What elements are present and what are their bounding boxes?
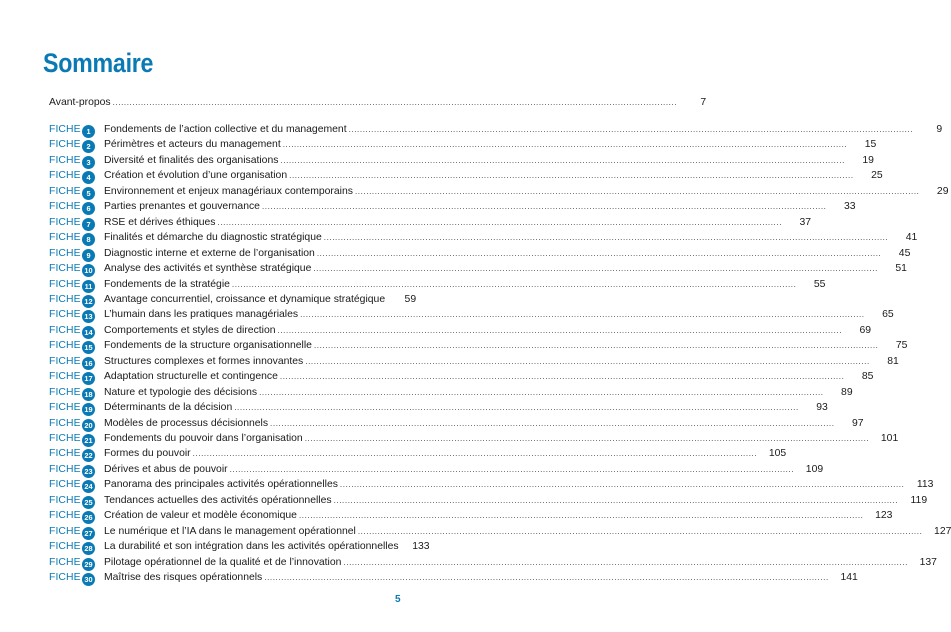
- fiche-number-badge: 5: [82, 187, 95, 200]
- fiche-number-badge: 3: [82, 156, 95, 169]
- fiche-number-badge: 11: [82, 280, 95, 293]
- toc-entry[interactable]: [49, 416, 864, 431]
- dot-leader: ........................................................................................................................................................................................................: [313, 341, 879, 351]
- toc-entry[interactable]: [49, 400, 828, 415]
- toc-entry[interactable]: [49, 493, 928, 508]
- dot-leader: ........................................................................................................................................................................................................: [357, 526, 923, 536]
- fiche-title: Nature et typologie des décisions: [104, 386, 258, 398]
- fiche-number-badge: 1: [82, 125, 95, 138]
- toc-entry[interactable]: [49, 508, 893, 523]
- fiche-number-badge: 12: [82, 295, 95, 308]
- fiche-title: Formes du pouvoir: [104, 448, 191, 460]
- fiche-title: Création de valeur et modèle économique: [104, 510, 297, 522]
- fiche-number-badge: 23: [82, 465, 95, 478]
- fiche-page: 65: [882, 309, 894, 321]
- fiche-label: FICHE: [49, 463, 81, 475]
- fiche-label: FICHE: [49, 448, 81, 460]
- fiche-title: Fondements de l’action collective et du management: [104, 124, 347, 135]
- dot-leader: ........................................................................................................................................................................................................: [289, 171, 854, 181]
- fiche-label: FICHE: [49, 170, 81, 182]
- dot-leader: ........................................................................................................................................................................................................: [282, 140, 848, 150]
- toc-entry[interactable]: [49, 137, 877, 152]
- avant-propos-label: Avant-propos: [49, 97, 111, 108]
- fiche-page: 81: [887, 355, 899, 367]
- fiche-label: FICHE: [49, 433, 81, 444]
- fiche-label: FICHE: [49, 124, 81, 135]
- dot-leader: ........................................................................................................................................................................................................: [270, 418, 835, 428]
- toc-entry[interactable]: [49, 307, 894, 322]
- fiche-page: 97: [852, 417, 864, 429]
- fiche-page: 29: [936, 185, 949, 197]
- fiche-number-badge: 4: [82, 171, 95, 184]
- fiche-page: 15: [864, 139, 877, 151]
- fiche-number-badge: 7: [82, 218, 95, 231]
- dot-leader: ........................................................................................................................................................................................................: [112, 98, 678, 107]
- dot-leader: ........................................................................................................................................................................................................: [280, 155, 845, 165]
- fiche-label: FICHE: [49, 263, 81, 275]
- toc-entry[interactable]: [49, 385, 853, 400]
- fiche-label: FICHE: [49, 402, 81, 414]
- fiche-label: FICHE: [49, 355, 81, 367]
- dot-leader: ........................................................................................................................................................................................................: [277, 325, 843, 335]
- fiche-title: Analyse des activités et synthèse stratégique: [104, 263, 312, 275]
- dot-leader: ........................................................................................................................................................................................................: [313, 264, 878, 274]
- fiche-title: Fondements de la stratégie: [104, 278, 230, 290]
- fiche-title: Périmètres et acteurs du management: [104, 139, 281, 151]
- toc-entry[interactable]: [49, 369, 874, 384]
- toc-entry[interactable]: [49, 570, 858, 585]
- fiche-page: 133: [412, 541, 430, 553]
- fiche-title: Maîtrise des risques opérationnels: [104, 572, 263, 584]
- fiche-title: Parties prenantes et gouvernance: [104, 201, 260, 213]
- toc-entry[interactable]: [49, 323, 872, 338]
- toc-entry[interactable]: [49, 446, 787, 461]
- fiche-label: FICHE: [49, 572, 81, 584]
- fiche-label: FICHE: [49, 371, 81, 383]
- toc-entry[interactable]: [49, 354, 899, 369]
- fiche-page: 69: [859, 324, 872, 336]
- fiche-page: 55: [813, 278, 826, 290]
- page-title: Sommaire: [43, 48, 154, 78]
- fiche-label: FICHE: [49, 324, 81, 336]
- fiche-page: 75: [895, 340, 908, 352]
- toc-entry[interactable]: [49, 215, 812, 230]
- fiche-page: 93: [816, 402, 828, 414]
- fiche-title: Structures complexes et formes innovantes: [104, 355, 304, 367]
- dot-leader: ........................................................................................................................................................................................................: [323, 233, 889, 243]
- dot-leader: ........................................................................................................................................................................................................: [339, 480, 905, 490]
- fiche-page: 59: [404, 293, 417, 305]
- dot-leader: ........................................................................................................................................................................................................: [305, 356, 870, 366]
- toc-entry[interactable]: [49, 524, 951, 539]
- fiche-number-badge: 27: [82, 527, 95, 540]
- fiche-page: 89: [841, 386, 853, 398]
- page-number: 5: [395, 594, 401, 605]
- fiche-number-badge: 15: [82, 341, 95, 354]
- fiche-number-badge: 26: [82, 511, 95, 524]
- fiche-title: Diagnostic interne et externe de l’organisation: [104, 247, 315, 259]
- toc-entry-avant-propos[interactable]: [49, 95, 707, 110]
- toc-entry[interactable]: [49, 431, 899, 446]
- fiche-page: 51: [895, 263, 907, 275]
- fiche-title: Déterminants de la décision: [104, 402, 233, 414]
- fiche-title: La durabilité et son intégration dans les activités opérationnelles: [104, 541, 399, 553]
- fiche-label: FICHE: [49, 232, 81, 244]
- dot-leader: ........................................................................................................................................................................................................: [298, 511, 864, 521]
- fiche-label: FICHE: [49, 417, 81, 429]
- dot-leader: ........................................................................................................................................................................................................: [217, 217, 783, 227]
- fiche-page: 113: [916, 479, 934, 491]
- fiche-label: FICHE: [49, 154, 81, 166]
- toc-entry[interactable]: [49, 462, 824, 477]
- toc-entry[interactable]: [49, 277, 826, 292]
- fiche-number-badge: 14: [82, 326, 95, 339]
- fiche-title: Fondements de la structure organisationnelle: [104, 340, 312, 352]
- fiche-number-badge: 2: [82, 140, 95, 153]
- fiche-page: 37: [799, 216, 812, 228]
- fiche-title: Création et évolution d’une organisation: [104, 170, 288, 182]
- toc-entry[interactable]: [49, 338, 908, 353]
- toc-entry[interactable]: [49, 122, 943, 137]
- dot-leader: ........................................................................................................................................................................................................: [234, 403, 799, 413]
- dot-leader: ........................................................................................................................................................................................................: [348, 125, 914, 134]
- fiche-label: FICHE: [49, 556, 81, 568]
- fiche-label: FICHE: [49, 201, 81, 213]
- fiche-title: Adaptation structurelle et contingence: [104, 371, 278, 383]
- fiche-label: FICHE: [49, 386, 81, 398]
- toc-entry[interactable]: [49, 292, 417, 307]
- toc-entry[interactable]: [49, 539, 430, 554]
- fiche-number-badge: 25: [82, 496, 95, 509]
- dot-leader: ........................................................................................................................................................................................................: [192, 449, 758, 459]
- dot-leader: ........................................................................................................................................................................................................: [264, 573, 829, 583]
- toc-entry[interactable]: [49, 168, 883, 183]
- fiche-page: 109: [805, 463, 824, 475]
- dot-leader: ........................................................................................................................................................................................................: [304, 434, 870, 443]
- fiche-number-badge: 9: [82, 249, 95, 262]
- dot-leader: ........................................................................................................................................................................................................: [354, 186, 920, 196]
- fiche-title: Le numérique et l’IA dans le management opérationnel: [104, 525, 356, 537]
- fiche-label: FICHE: [49, 494, 81, 506]
- fiche-label: FICHE: [49, 185, 81, 197]
- avant-propos-page: 7: [700, 97, 707, 108]
- fiche-page: 25: [871, 170, 883, 182]
- fiche-title: L’humain dans les pratiques managériales: [104, 309, 299, 321]
- fiche-number-badge: 18: [82, 388, 95, 401]
- fiche-number-badge: 21: [82, 434, 95, 447]
- dot-leader: ........................................................................................................................................................................................................: [316, 248, 882, 258]
- fiche-label: FICHE: [49, 293, 81, 305]
- fiche-page: 137: [919, 556, 937, 568]
- fiche-title: Dérives et abus de pouvoir: [104, 463, 228, 475]
- fiche-label: FICHE: [49, 541, 81, 553]
- fiche-label: FICHE: [49, 247, 81, 259]
- fiche-label: FICHE: [49, 340, 81, 352]
- dot-leader: ........................................................................................................................................................................................................: [259, 387, 824, 397]
- toc-entry[interactable]: [49, 153, 874, 168]
- fiche-page: 33: [843, 201, 856, 213]
- fiche-title: Fondements du pouvoir dans l’organisation: [104, 433, 303, 444]
- fiche-title: RSE et dérives éthiques: [104, 216, 216, 228]
- fiche-page: 127: [934, 525, 951, 537]
- fiche-number-badge: 22: [82, 449, 95, 462]
- toc-entry[interactable]: [49, 199, 856, 214]
- fiche-title: Avantage concurrentiel, croissance et dynamique stratégique: [104, 293, 386, 305]
- toc-entry[interactable]: [49, 261, 907, 276]
- fiche-title: Comportements et styles de direction: [104, 324, 276, 336]
- dot-leader: ........................................................................................................................................................................................................: [333, 495, 899, 505]
- fiche-number-badge: 16: [82, 357, 95, 370]
- fiche-title: Pilotage opérationnel de la qualité et de l’innovation: [104, 556, 342, 568]
- dot-leader: ........................................................................................................................................................................................................: [300, 310, 865, 320]
- fiche-label: FICHE: [49, 278, 81, 290]
- fiche-title: Environnement et enjeux managériaux contemporains: [104, 185, 353, 197]
- fiche-page: 45: [898, 247, 911, 259]
- toc-entry[interactable]: [49, 555, 937, 570]
- toc-entry[interactable]: [49, 477, 934, 492]
- fiche-label: FICHE: [49, 139, 81, 151]
- fiche-page: 85: [861, 371, 874, 383]
- fiche-label: FICHE: [49, 525, 81, 537]
- fiche-number-badge: 30: [82, 573, 95, 586]
- fiche-page: 101: [880, 433, 899, 444]
- dot-leader: ........................................................................................................................................................................................................: [229, 464, 795, 474]
- toc-entry[interactable]: [49, 230, 918, 245]
- fiche-page: 119: [910, 494, 928, 506]
- fiche-label: FICHE: [49, 510, 81, 522]
- fiche-number-badge: 28: [82, 542, 95, 555]
- fiche-label: FICHE: [49, 309, 81, 321]
- dot-leader: ........................................................................................................................................................................................................: [279, 372, 845, 382]
- fiche-label: FICHE: [49, 479, 81, 491]
- fiche-page: 105: [768, 448, 787, 460]
- dot-leader: ........................................................................................................................................................................................................: [261, 202, 827, 212]
- fiche-page: 19: [862, 154, 874, 166]
- toc-entry[interactable]: [49, 246, 911, 261]
- fiche-number-badge: 19: [82, 403, 95, 416]
- fiche-page: 9: [936, 124, 943, 135]
- fiche-page: 41: [905, 232, 918, 244]
- fiche-title: Modèles de processus décisionnels: [104, 417, 269, 429]
- fiche-page: 141: [840, 572, 858, 584]
- dot-leader: ........................................................................................................................................................................................................: [231, 279, 797, 289]
- fiche-title: Diversité et finalités des organisations: [104, 154, 279, 166]
- fiche-number-badge: 10: [82, 264, 95, 277]
- fiche-number-badge: 13: [82, 310, 95, 323]
- toc-entry[interactable]: [49, 184, 949, 199]
- fiche-number-badge: 24: [82, 480, 95, 493]
- fiche-number-badge: 29: [82, 558, 95, 571]
- dot-leader: ........................................................................................................................................................................................................: [343, 557, 908, 567]
- fiche-number-badge: 17: [82, 372, 95, 385]
- fiche-number-badge: 6: [82, 202, 95, 215]
- fiche-title: Tendances actuelles des activités opérationnelles: [104, 494, 332, 506]
- fiche-title: Panorama des principales activités opérationnelles: [104, 479, 338, 491]
- fiche-number-badge: 20: [82, 419, 95, 432]
- fiche-title: Finalités et démarche du diagnostic stratégique: [104, 232, 322, 244]
- fiche-number-badge: 8: [82, 233, 95, 246]
- fiche-page: 123: [875, 510, 893, 522]
- fiche-label: FICHE: [49, 216, 81, 228]
